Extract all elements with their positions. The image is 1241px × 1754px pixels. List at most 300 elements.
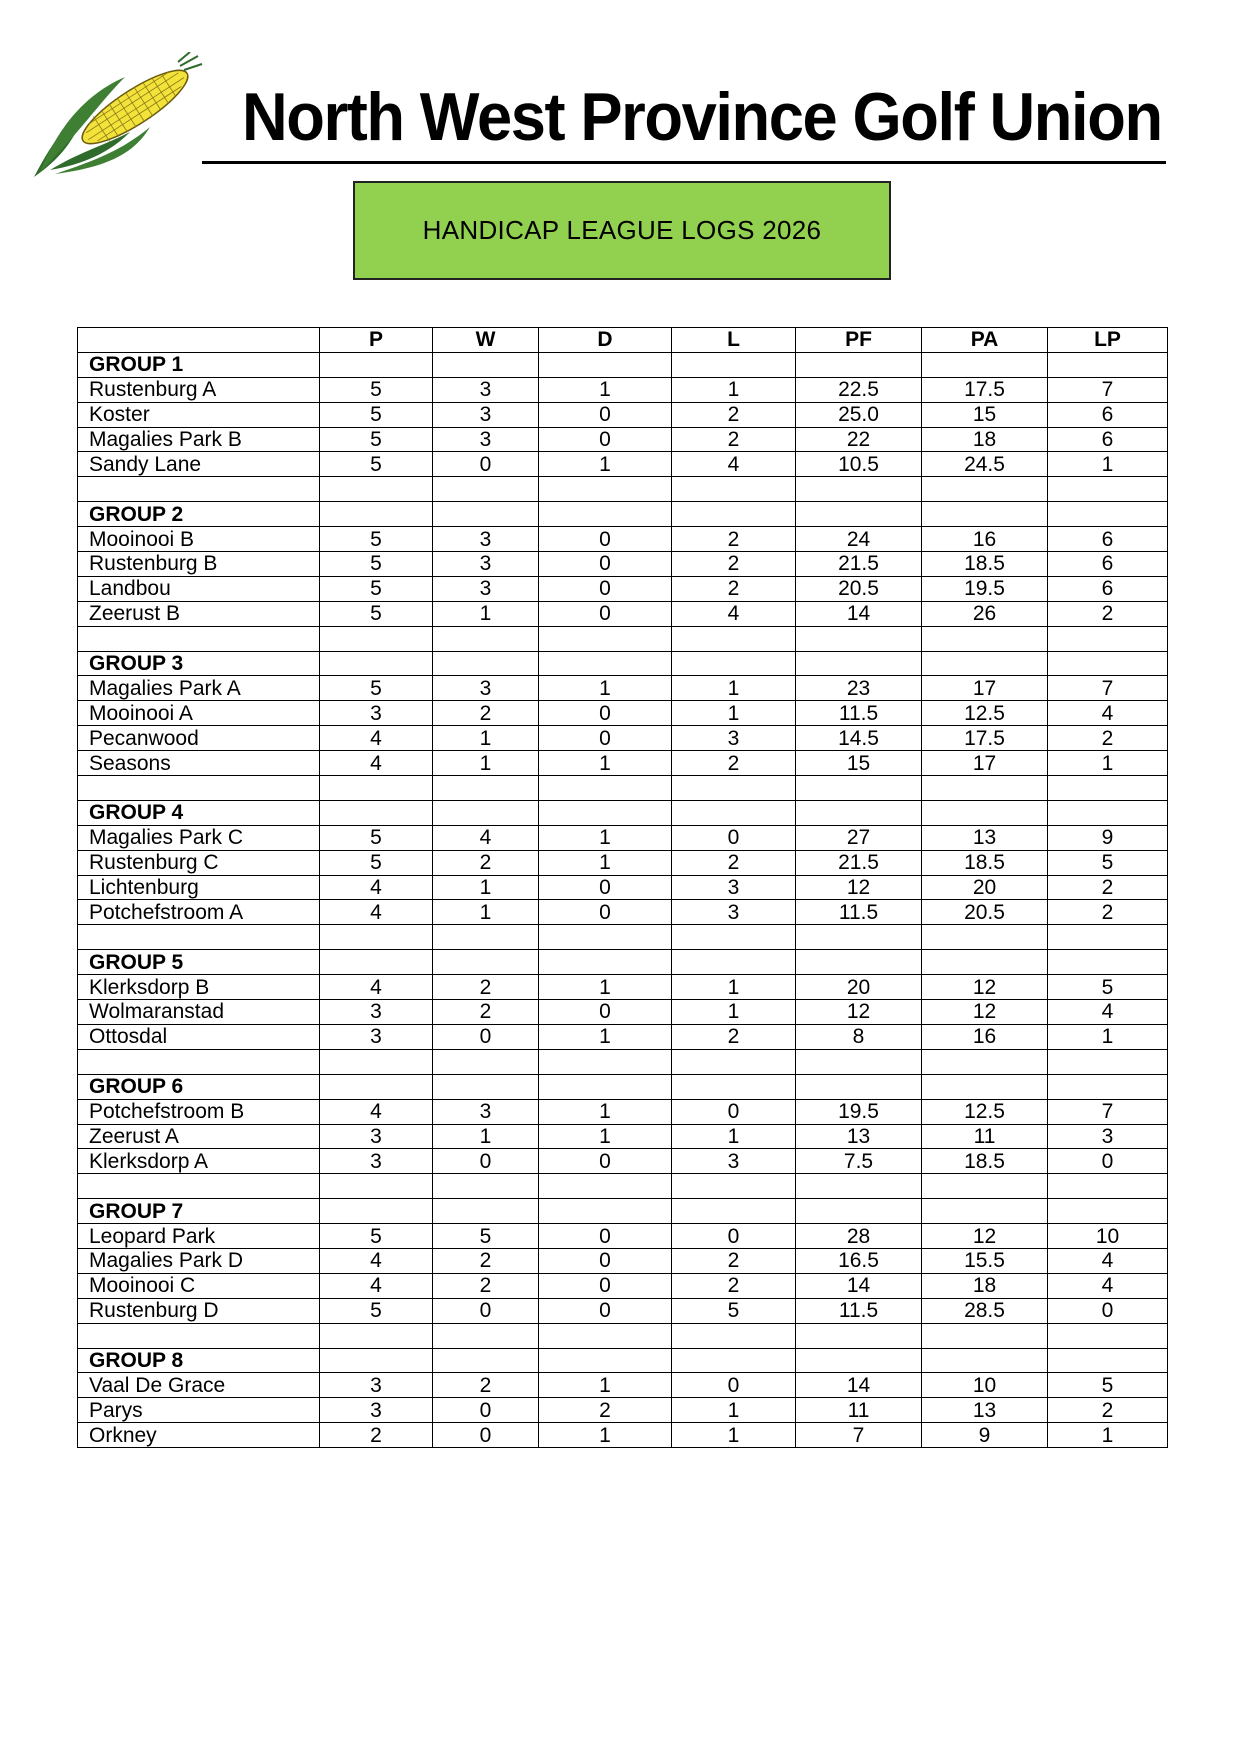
empty-cell xyxy=(1048,1199,1168,1224)
table-row xyxy=(78,1373,1168,1398)
table-row xyxy=(78,427,1168,452)
team-name: Pecanwood xyxy=(78,726,320,751)
empty-cell xyxy=(796,626,922,651)
stat-cell: 12 xyxy=(922,1000,1048,1025)
table-row xyxy=(78,825,1168,850)
empty-cell xyxy=(922,1174,1048,1199)
empty-cell xyxy=(796,502,922,527)
stat-cell: 2 xyxy=(1048,601,1168,626)
empty-cell xyxy=(672,1199,796,1224)
stat-cell: 11.5 xyxy=(796,701,922,726)
stat-cell: 1 xyxy=(672,1423,796,1448)
table-row xyxy=(78,402,1168,427)
stat-cell: 28.5 xyxy=(922,1298,1048,1323)
stat-cell: 12 xyxy=(796,1000,922,1025)
stat-cell: 19.5 xyxy=(922,576,1048,601)
empty-cell xyxy=(672,800,796,825)
empty-cell xyxy=(320,1174,433,1199)
stat-cell: 5 xyxy=(320,676,433,701)
stat-cell: 1 xyxy=(539,452,672,477)
stat-cell: 3 xyxy=(320,1398,433,1423)
table-row xyxy=(78,1248,1168,1273)
stat-cell: 5 xyxy=(1048,850,1168,875)
stat-cell: 2 xyxy=(672,1248,796,1273)
stat-cell: 4 xyxy=(320,1248,433,1273)
stat-cell: 3 xyxy=(320,1024,433,1049)
stat-cell: 1 xyxy=(672,975,796,1000)
empty-cell xyxy=(922,1049,1048,1074)
table-row xyxy=(78,1398,1168,1423)
stat-cell: 2 xyxy=(672,1024,796,1049)
empty-cell xyxy=(539,950,672,975)
stat-cell: 0 xyxy=(539,552,672,577)
stat-cell: 1 xyxy=(539,825,672,850)
stat-cell: 0 xyxy=(433,1024,539,1049)
stat-cell: 13 xyxy=(922,1398,1048,1423)
stat-cell: 8 xyxy=(796,1024,922,1049)
stat-cell: 2 xyxy=(433,1373,539,1398)
table-row xyxy=(78,1099,1168,1124)
empty-cell xyxy=(796,1199,922,1224)
team-name: Potchefstroom B xyxy=(78,1099,320,1124)
stat-cell: 3 xyxy=(320,1124,433,1149)
stat-cell: 4 xyxy=(672,452,796,477)
stat-cell: 1 xyxy=(1048,452,1168,477)
empty-cell xyxy=(433,950,539,975)
empty-cell xyxy=(433,502,539,527)
empty-cell xyxy=(1048,776,1168,801)
empty-cell xyxy=(320,502,433,527)
team-name: Rustenburg B xyxy=(78,552,320,577)
stat-cell: 11.5 xyxy=(796,900,922,925)
table-row xyxy=(78,452,1168,477)
team-name: Zeerust B xyxy=(78,601,320,626)
stat-cell: 2 xyxy=(539,1398,672,1423)
stat-cell: 0 xyxy=(539,1000,672,1025)
stat-cell: 28 xyxy=(796,1224,922,1249)
empty-cell xyxy=(922,800,1048,825)
stat-cell: 6 xyxy=(1048,402,1168,427)
empty-cell xyxy=(922,1199,1048,1224)
stat-cell: 4 xyxy=(320,751,433,776)
empty-cell xyxy=(320,352,433,377)
empty-cell xyxy=(433,1074,539,1099)
stat-cell: 2 xyxy=(1048,1398,1168,1423)
group-title: GROUP 2 xyxy=(78,502,320,527)
empty-cell xyxy=(1048,1074,1168,1099)
stat-cell: 13 xyxy=(922,825,1048,850)
group-title: GROUP 7 xyxy=(78,1199,320,1224)
stat-cell: 2 xyxy=(433,850,539,875)
stat-cell: 12.5 xyxy=(922,1099,1048,1124)
empty-cell xyxy=(78,925,320,950)
stat-cell: 0 xyxy=(539,1224,672,1249)
empty-cell xyxy=(433,800,539,825)
stat-cell: 18 xyxy=(922,427,1048,452)
stat-cell: 2 xyxy=(672,576,796,601)
stat-cell: 1 xyxy=(539,1423,672,1448)
empty-cell xyxy=(433,776,539,801)
stat-cell: 7 xyxy=(1048,377,1168,402)
empty-cell xyxy=(539,477,672,502)
table-row xyxy=(78,601,1168,626)
stat-cell: 0 xyxy=(672,1373,796,1398)
stat-cell: 14 xyxy=(796,1273,922,1298)
stat-cell: 1 xyxy=(672,377,796,402)
stat-cell: 18.5 xyxy=(922,552,1048,577)
stat-cell: 1 xyxy=(539,975,672,1000)
stat-cell: 1 xyxy=(539,751,672,776)
stat-cell: 11.5 xyxy=(796,1298,922,1323)
stat-cell: 2 xyxy=(433,1248,539,1273)
column-header: PA xyxy=(922,328,1048,353)
team-name: Landbou xyxy=(78,576,320,601)
team-name: Koster xyxy=(78,402,320,427)
stat-cell: 3 xyxy=(320,1149,433,1174)
column-header: D xyxy=(539,328,672,353)
empty-cell xyxy=(1048,651,1168,676)
stat-cell: 5 xyxy=(320,452,433,477)
empty-cell xyxy=(539,925,672,950)
team-name: Rustenburg A xyxy=(78,377,320,402)
stat-cell: 5 xyxy=(320,552,433,577)
stat-cell: 5 xyxy=(1048,1373,1168,1398)
stat-cell: 17 xyxy=(922,751,1048,776)
table-row xyxy=(78,1298,1168,1323)
empty-cell xyxy=(539,651,672,676)
table-row xyxy=(78,900,1168,925)
stat-cell: 3 xyxy=(433,676,539,701)
team-name: Magalies Park A xyxy=(78,676,320,701)
empty-cell xyxy=(1048,502,1168,527)
stat-cell: 0 xyxy=(433,1298,539,1323)
empty-cell xyxy=(433,477,539,502)
stat-cell: 12.5 xyxy=(922,701,1048,726)
empty-cell xyxy=(320,1199,433,1224)
stat-cell: 1 xyxy=(539,1099,672,1124)
table-row xyxy=(78,1124,1168,1149)
stat-cell: 0 xyxy=(433,1398,539,1423)
column-header: L xyxy=(672,328,796,353)
spacer-row xyxy=(78,1174,1168,1199)
stat-cell: 2 xyxy=(1048,726,1168,751)
empty-cell xyxy=(320,1323,433,1348)
stat-cell: 21.5 xyxy=(796,552,922,577)
stat-cell: 0 xyxy=(539,875,672,900)
empty-cell xyxy=(1048,626,1168,651)
stat-cell: 0 xyxy=(539,1298,672,1323)
team-name: Magalies Park B xyxy=(78,427,320,452)
team-name: Magalies Park D xyxy=(78,1248,320,1273)
stat-cell: 2 xyxy=(672,552,796,577)
stat-cell: 2 xyxy=(672,850,796,875)
stat-cell: 1 xyxy=(539,1373,672,1398)
stat-cell: 5 xyxy=(320,825,433,850)
stat-cell: 0 xyxy=(672,825,796,850)
team-name: Klerksdorp A xyxy=(78,1149,320,1174)
team-name: Seasons xyxy=(78,751,320,776)
table-row xyxy=(78,875,1168,900)
stat-cell: 1 xyxy=(433,751,539,776)
stat-cell: 1 xyxy=(433,875,539,900)
stat-cell: 5 xyxy=(320,601,433,626)
team-name: Ottosdal xyxy=(78,1024,320,1049)
empty-cell xyxy=(672,502,796,527)
stat-cell: 11 xyxy=(796,1398,922,1423)
stat-cell: 4 xyxy=(320,900,433,925)
empty-cell xyxy=(672,477,796,502)
stat-cell: 3 xyxy=(433,552,539,577)
empty-cell xyxy=(1048,1323,1168,1348)
empty-cell xyxy=(796,1323,922,1348)
stat-cell: 5 xyxy=(320,427,433,452)
table-row xyxy=(78,701,1168,726)
stat-cell: 4 xyxy=(320,1099,433,1124)
empty-cell xyxy=(796,1074,922,1099)
table-row xyxy=(78,1149,1168,1174)
stat-cell: 1 xyxy=(672,701,796,726)
column-header: W xyxy=(433,328,539,353)
team-name: Rustenburg C xyxy=(78,850,320,875)
empty-cell xyxy=(796,477,922,502)
empty-cell xyxy=(672,776,796,801)
stat-cell: 1 xyxy=(1048,1024,1168,1049)
spacer-row xyxy=(78,1323,1168,1348)
empty-cell xyxy=(320,776,433,801)
stat-cell: 11 xyxy=(922,1124,1048,1149)
stat-cell: 0 xyxy=(539,601,672,626)
empty-cell xyxy=(539,502,672,527)
stat-cell: 6 xyxy=(1048,552,1168,577)
league-log-body xyxy=(78,328,1168,1448)
stat-cell: 5 xyxy=(320,402,433,427)
empty-cell xyxy=(320,1348,433,1373)
empty-cell xyxy=(433,352,539,377)
empty-cell xyxy=(539,352,672,377)
group-title: GROUP 1 xyxy=(78,352,320,377)
empty-cell xyxy=(672,651,796,676)
stat-cell: 1 xyxy=(433,1124,539,1149)
stat-cell: 20.5 xyxy=(796,576,922,601)
empty-cell xyxy=(433,1199,539,1224)
table-row xyxy=(78,377,1168,402)
empty-cell xyxy=(922,352,1048,377)
empty-cell xyxy=(78,1323,320,1348)
empty-cell xyxy=(539,1199,672,1224)
team-name: Orkney xyxy=(78,1423,320,1448)
stat-cell: 4 xyxy=(1048,1248,1168,1273)
empty-cell xyxy=(433,1323,539,1348)
stat-cell: 2 xyxy=(1048,875,1168,900)
group-header-row xyxy=(78,1199,1168,1224)
team-name: Klerksdorp B xyxy=(78,975,320,1000)
page-title: North West Province Golf Union xyxy=(242,79,1162,155)
stat-cell: 1 xyxy=(672,1124,796,1149)
stat-cell: 1 xyxy=(539,1024,672,1049)
team-name: Lichtenburg xyxy=(78,875,320,900)
group-header-row xyxy=(78,1348,1168,1373)
column-header: LP xyxy=(1048,328,1168,353)
stat-cell: 5 xyxy=(672,1298,796,1323)
empty-cell xyxy=(1048,352,1168,377)
team-name: Wolmaranstad xyxy=(78,1000,320,1025)
table-row xyxy=(78,1423,1168,1448)
stat-cell: 1 xyxy=(672,676,796,701)
stat-cell: 2 xyxy=(320,1423,433,1448)
empty-cell xyxy=(796,352,922,377)
stat-cell: 21.5 xyxy=(796,850,922,875)
stat-cell: 0 xyxy=(433,1149,539,1174)
stat-cell: 12 xyxy=(922,1224,1048,1249)
table-row xyxy=(78,751,1168,776)
group-header-row xyxy=(78,800,1168,825)
empty-cell xyxy=(796,651,922,676)
stat-cell: 7 xyxy=(1048,676,1168,701)
stat-cell: 0 xyxy=(539,576,672,601)
stat-cell: 5 xyxy=(320,527,433,552)
empty-cell xyxy=(796,925,922,950)
stat-cell: 3 xyxy=(433,576,539,601)
stat-cell: 3 xyxy=(433,402,539,427)
stat-cell: 1 xyxy=(672,1000,796,1025)
stat-cell: 5 xyxy=(433,1224,539,1249)
stat-cell: 15 xyxy=(796,751,922,776)
spacer-row xyxy=(78,626,1168,651)
team-name: Sandy Lane xyxy=(78,452,320,477)
stat-cell: 0 xyxy=(1048,1149,1168,1174)
empty-cell xyxy=(433,1049,539,1074)
table-row xyxy=(78,1024,1168,1049)
stat-cell: 20.5 xyxy=(922,900,1048,925)
stat-cell: 18 xyxy=(922,1273,1048,1298)
stat-cell: 13 xyxy=(796,1124,922,1149)
stat-cell: 4 xyxy=(1048,701,1168,726)
empty-cell xyxy=(539,800,672,825)
stat-cell: 1 xyxy=(539,377,672,402)
stat-cell: 2 xyxy=(433,1000,539,1025)
stat-cell: 1 xyxy=(539,676,672,701)
spacer-row xyxy=(78,776,1168,801)
stat-cell: 1 xyxy=(539,850,672,875)
empty-cell xyxy=(320,800,433,825)
stat-cell: 3 xyxy=(433,427,539,452)
stat-cell: 6 xyxy=(1048,527,1168,552)
stat-cell: 3 xyxy=(1048,1124,1168,1149)
league-log-table xyxy=(77,327,1168,1448)
stat-cell: 25.0 xyxy=(796,402,922,427)
empty-cell xyxy=(922,1074,1048,1099)
team-name: Potchefstroom A xyxy=(78,900,320,925)
stat-cell: 3 xyxy=(433,377,539,402)
stat-cell: 10.5 xyxy=(796,452,922,477)
stat-cell: 0 xyxy=(433,1423,539,1448)
stat-cell: 3 xyxy=(672,726,796,751)
table-row xyxy=(78,576,1168,601)
stat-cell: 5 xyxy=(320,850,433,875)
stat-cell: 20 xyxy=(796,975,922,1000)
stat-cell: 3 xyxy=(320,701,433,726)
team-name: Leopard Park xyxy=(78,1224,320,1249)
stat-cell: 0 xyxy=(539,701,672,726)
stat-cell: 1 xyxy=(433,726,539,751)
corn-cob-icon xyxy=(30,52,205,182)
table-row xyxy=(78,527,1168,552)
stat-cell: 0 xyxy=(539,1273,672,1298)
stat-cell: 0 xyxy=(672,1099,796,1124)
stat-cell: 18.5 xyxy=(922,850,1048,875)
group-title: GROUP 6 xyxy=(78,1074,320,1099)
stat-cell: 1 xyxy=(1048,751,1168,776)
empty-cell xyxy=(796,1049,922,1074)
stat-cell: 17.5 xyxy=(922,377,1048,402)
team-name: Magalies Park C xyxy=(78,825,320,850)
stat-cell: 20 xyxy=(922,875,1048,900)
header-row xyxy=(78,328,1168,353)
stat-cell: 0 xyxy=(539,427,672,452)
empty-cell xyxy=(539,1049,672,1074)
stat-cell: 3 xyxy=(320,1000,433,1025)
spacer-row xyxy=(78,1049,1168,1074)
empty-cell xyxy=(1048,477,1168,502)
stat-cell: 18.5 xyxy=(922,1149,1048,1174)
banner-heading: HANDICAP LEAGUE LOGS 2026 xyxy=(353,181,891,280)
stat-cell: 17.5 xyxy=(922,726,1048,751)
column-header xyxy=(78,328,320,353)
stat-cell: 7.5 xyxy=(796,1149,922,1174)
stat-cell: 3 xyxy=(433,527,539,552)
empty-cell xyxy=(1048,800,1168,825)
empty-cell xyxy=(796,1348,922,1373)
empty-cell xyxy=(320,1049,433,1074)
empty-cell xyxy=(922,502,1048,527)
empty-cell xyxy=(922,1323,1048,1348)
group-title: GROUP 4 xyxy=(78,800,320,825)
empty-cell xyxy=(796,776,922,801)
empty-cell xyxy=(672,925,796,950)
stat-cell: 0 xyxy=(539,1149,672,1174)
stat-cell: 4 xyxy=(320,1273,433,1298)
stat-cell: 4 xyxy=(320,875,433,900)
stat-cell: 22 xyxy=(796,427,922,452)
empty-cell xyxy=(672,1074,796,1099)
empty-cell xyxy=(922,950,1048,975)
empty-cell xyxy=(1048,1049,1168,1074)
empty-cell xyxy=(78,626,320,651)
stat-cell: 0 xyxy=(539,726,672,751)
team-name: Rustenburg D xyxy=(78,1298,320,1323)
empty-cell xyxy=(433,651,539,676)
empty-cell xyxy=(1048,1348,1168,1373)
stat-cell: 16 xyxy=(922,527,1048,552)
stat-cell: 14 xyxy=(796,601,922,626)
table-row xyxy=(78,676,1168,701)
stat-cell: 26 xyxy=(922,601,1048,626)
stat-cell: 5 xyxy=(320,1224,433,1249)
stat-cell: 5 xyxy=(320,1298,433,1323)
stat-cell: 0 xyxy=(539,527,672,552)
empty-cell xyxy=(78,1174,320,1199)
empty-cell xyxy=(922,477,1048,502)
stat-cell: 0 xyxy=(1048,1298,1168,1323)
stat-cell: 4 xyxy=(320,726,433,751)
empty-cell xyxy=(672,1323,796,1348)
empty-cell xyxy=(922,1348,1048,1373)
stat-cell: 2 xyxy=(672,751,796,776)
column-header: P xyxy=(320,328,433,353)
empty-cell xyxy=(320,477,433,502)
empty-cell xyxy=(433,925,539,950)
empty-cell xyxy=(320,626,433,651)
